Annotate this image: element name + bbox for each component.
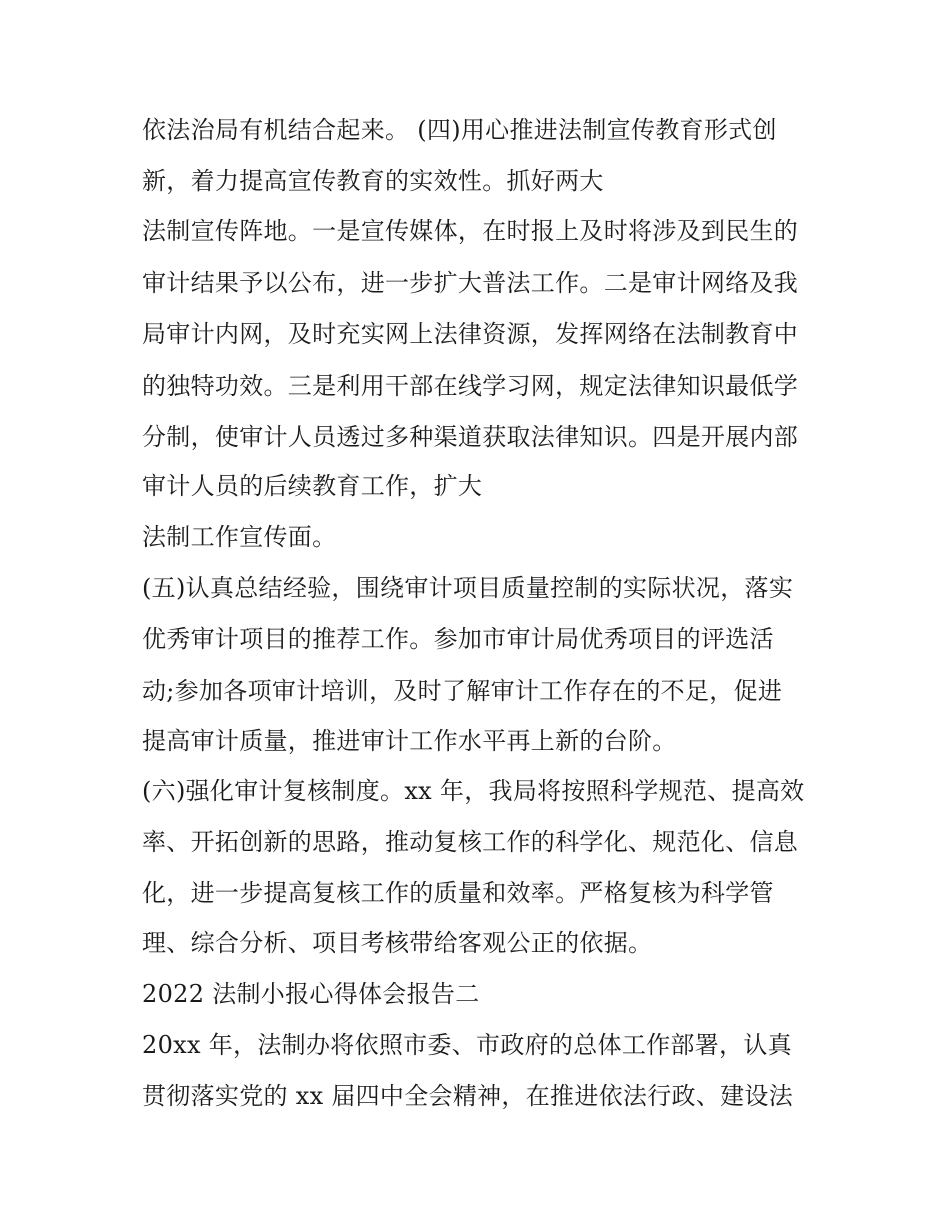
- text-line: 法制宣传阵地。一是宣传媒体，在时报上及时将涉及到民生的: [142, 217, 799, 245]
- text-line: 化，进一步提高复核工作的质量和效率。严格复核为科学管: [142, 879, 774, 907]
- text-line: 20xx 年，法制办将依照市委、市政府的总体工作部署，认真: [142, 1031, 792, 1059]
- text-line: (六)强化审计复核制度。xx 年，我局将按照科学规范、提高效: [142, 777, 805, 805]
- text-line: 审计人员的后续教育工作，扩大: [142, 472, 483, 500]
- text-line: 理、综合分析、项目考核带给客观公正的依据。: [142, 929, 653, 957]
- text-line: 率、开拓创新的思路，推动复核工作的科学化、规范化、信息: [142, 828, 799, 856]
- text-line: 提高审计质量，推进审计工作水平再上新的台阶。: [142, 727, 677, 755]
- text-line: 的独特功效。三是利用干部在线学习网，规定法律知识最低学: [142, 372, 799, 400]
- text-line: (五)认真总结经验，围绕审计项目质量控制的实际状况，落实: [142, 574, 794, 602]
- text-line: 依法治局有机结合起来。 (四)用心推进法制宣传教育形式创: [142, 116, 777, 144]
- section-heading: 2022 法制小报心得体会报告二: [142, 980, 480, 1008]
- text-line: 新，着力提高宣传教育的实效性。抓好两大: [142, 167, 604, 195]
- text-line: 优秀审计项目的推荐工作。参加市审计局优秀项目的评选活: [142, 625, 774, 653]
- text-line: 动;参加各项审计培训，及时了解审计工作存在的不足，促进: [142, 677, 783, 705]
- text-line: 贯彻落实党的 xx 届四中全会精神，在推进依法行政、建设法: [142, 1082, 794, 1110]
- text-line: 法制工作宣传面。: [142, 523, 337, 551]
- text-line: 分制，使审计人员透过多种渠道获取法律知识。四是开展内部: [142, 423, 799, 451]
- text-line: 局审计内网，及时充实网上法律资源，发挥网络在法制教育中: [142, 320, 799, 348]
- text-line: 审计结果予以公布，进一步扩大普法工作。二是审计网络及我: [142, 269, 799, 297]
